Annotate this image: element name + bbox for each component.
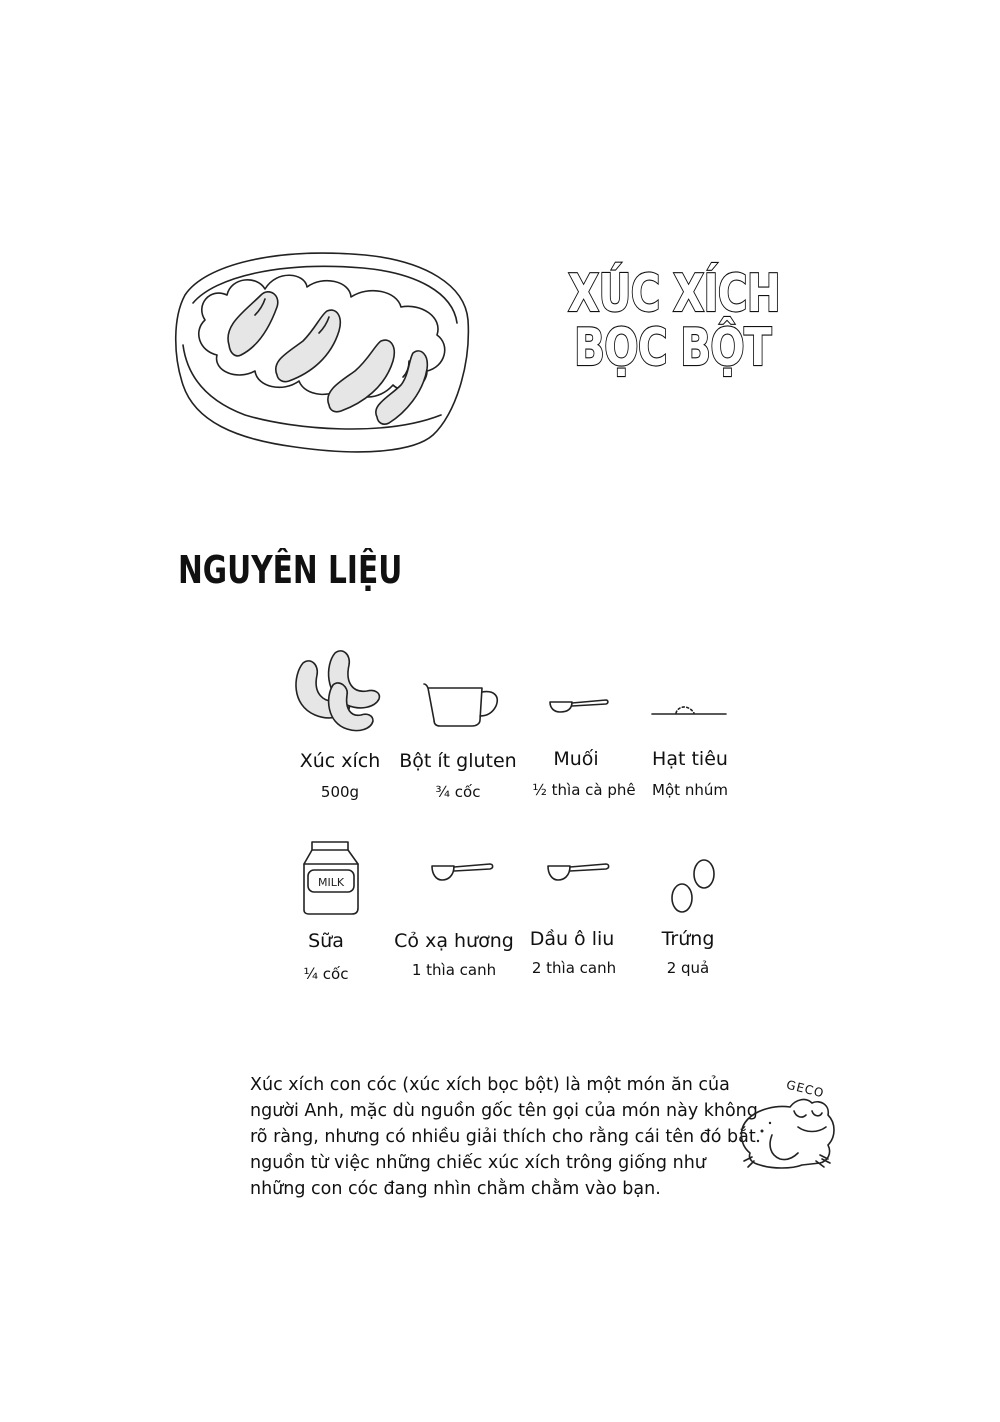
sausages-icon	[285, 645, 395, 735]
measuring-cup-icon	[424, 682, 504, 732]
eggs-icon	[665, 850, 725, 920]
recipe-description	[250, 1072, 758, 1202]
geco-label: GECO	[784, 1077, 826, 1101]
frog-icon	[732, 1095, 842, 1175]
ingredient-qty: 500g	[320, 783, 360, 801]
ingredient-qty: ¾ cốc	[435, 783, 481, 801]
ingredient-qty: ¼ cốc	[303, 965, 349, 983]
ingredient-qty: 2 quả	[666, 959, 710, 977]
ingredient-name: Dầu ô liu	[529, 928, 615, 950]
recipe-title-line2: BỌC BỘT	[574, 318, 771, 378]
milk-carton-icon	[302, 840, 362, 916]
pepper-pinch-icon	[650, 700, 730, 720]
ingredients-heading: NGUYÊN LIỆU	[178, 548, 403, 592]
ingredient-name: Trứng	[661, 928, 715, 950]
description-line: Xúc xích con cóc (xúc xích bọc bột) là một món ăn của	[250, 1075, 730, 1095]
ingredient-qty: ½ thìa cà phê	[532, 781, 636, 799]
tablespoon-icon	[430, 862, 500, 886]
ingredient-qty: Một nhúm	[652, 781, 728, 799]
description-line: rõ ràng, nhưng có nhiều giải thích cho rằng cái tên đó bắt	[250, 1127, 756, 1147]
description-line: người Anh, mặc dù nguồn gốc tên gọi của món này không	[250, 1101, 758, 1121]
ingredient-name: Cỏ xạ hương	[394, 930, 514, 952]
milk-label: MILK	[317, 876, 345, 889]
ingredient-qty: 1 thìa canh	[411, 961, 497, 979]
ingredient-name: Bột ít gluten	[399, 750, 517, 772]
baking-dish-icon	[165, 225, 485, 465]
ingredient-name: Sữa	[308, 930, 344, 952]
ingredient-qty: 2 thìa canh	[531, 959, 617, 977]
ingredient-name: Hạt tiêu	[652, 748, 728, 770]
teaspoon-icon	[548, 698, 618, 718]
description-line: nguồn từ việc những chiếc xúc xích trông giống như	[250, 1153, 706, 1173]
ingredient-name: Xúc xích	[299, 750, 381, 772]
tablespoon-icon	[546, 862, 616, 886]
ingredient-name: Muối	[553, 748, 599, 770]
recipe-title-line1: XÚC XÍCH	[568, 264, 780, 324]
description-line: những con cóc đang nhìn chằm chằm vào bạn.	[250, 1179, 661, 1199]
